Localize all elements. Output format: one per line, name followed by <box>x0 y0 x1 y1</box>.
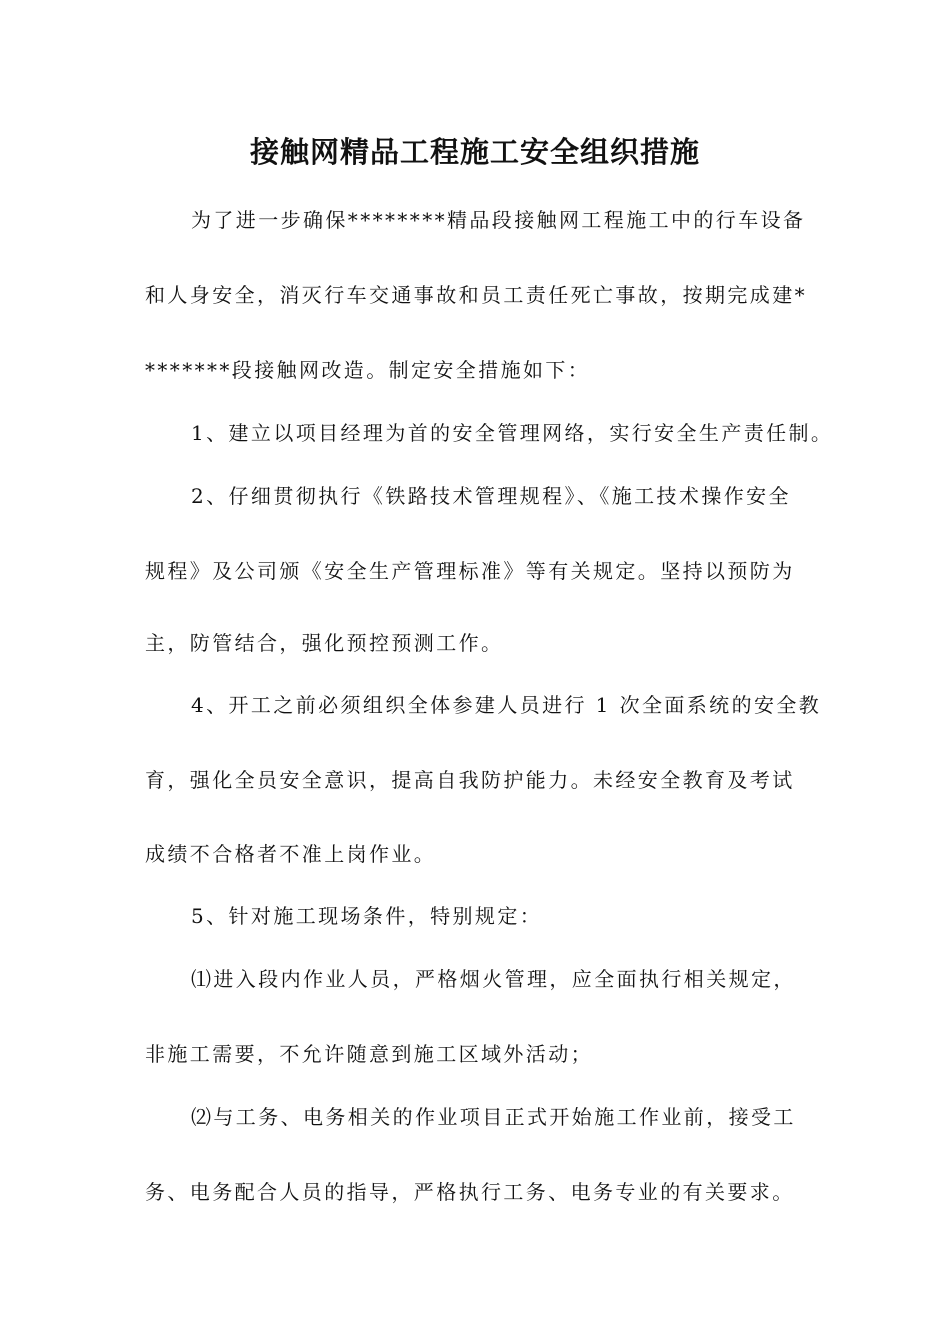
document-title: 接触网精品工程施工安全组织措施 <box>249 135 700 169</box>
item-2-line-1: 2、仔细贯彻执行《铁路技术管理规程》、《施工技术操作安全 <box>191 484 791 508</box>
subitem-1-line-2: 非施工需要，不允许随意到施工区域外活动； <box>145 1042 593 1066</box>
paragraph-1-line-1: 为了进一步确保********精品段接触网工程施工中的行车设备 <box>191 208 806 232</box>
paragraph-1-line-2: 和人身安全，消灭行车交通事故和员工责任死亡事故，按期完成建* <box>145 283 807 307</box>
item-4-line-3: 成绩不合格者不准上岗作业。 <box>145 842 437 866</box>
subitem-1-line-1: ⑴进入段内作业人员，严格烟火管理，应全面执行相关规定， <box>191 967 796 991</box>
item-1-line-1: 1、建立以项目经理为首的安全管理网络，实行安全生产责任制。 <box>191 421 834 445</box>
subitem-2-line-1: ⑵与工务、电务相关的作业项目正式开始施工作业前，接受工 <box>191 1105 796 1129</box>
item-2-line-2: 规程》及公司颁《安全生产管理标准》等有关规定。坚持以预防为 <box>145 559 795 583</box>
subitem-2-line-2: 务、电务配合人员的指导，严格执行工务、电务专业的有关要求。 <box>145 1180 795 1204</box>
paragraph-1-line-3: *******段接触网改造。制定安全措施如下： <box>145 358 591 382</box>
item-4-line-2: 育，强化全员安全意识，提高自我防护能力。未经安全教育及考试 <box>145 768 795 792</box>
item-5-line-1: 5、针对施工现场条件，特别规定： <box>191 904 543 928</box>
item-2-line-3: 主，防管结合，强化预控预测工作。 <box>145 631 504 655</box>
item-4-line-1: 4、开工之前必须组织全体参建人员进行 1 次全面系统的安全教 <box>191 693 822 717</box>
